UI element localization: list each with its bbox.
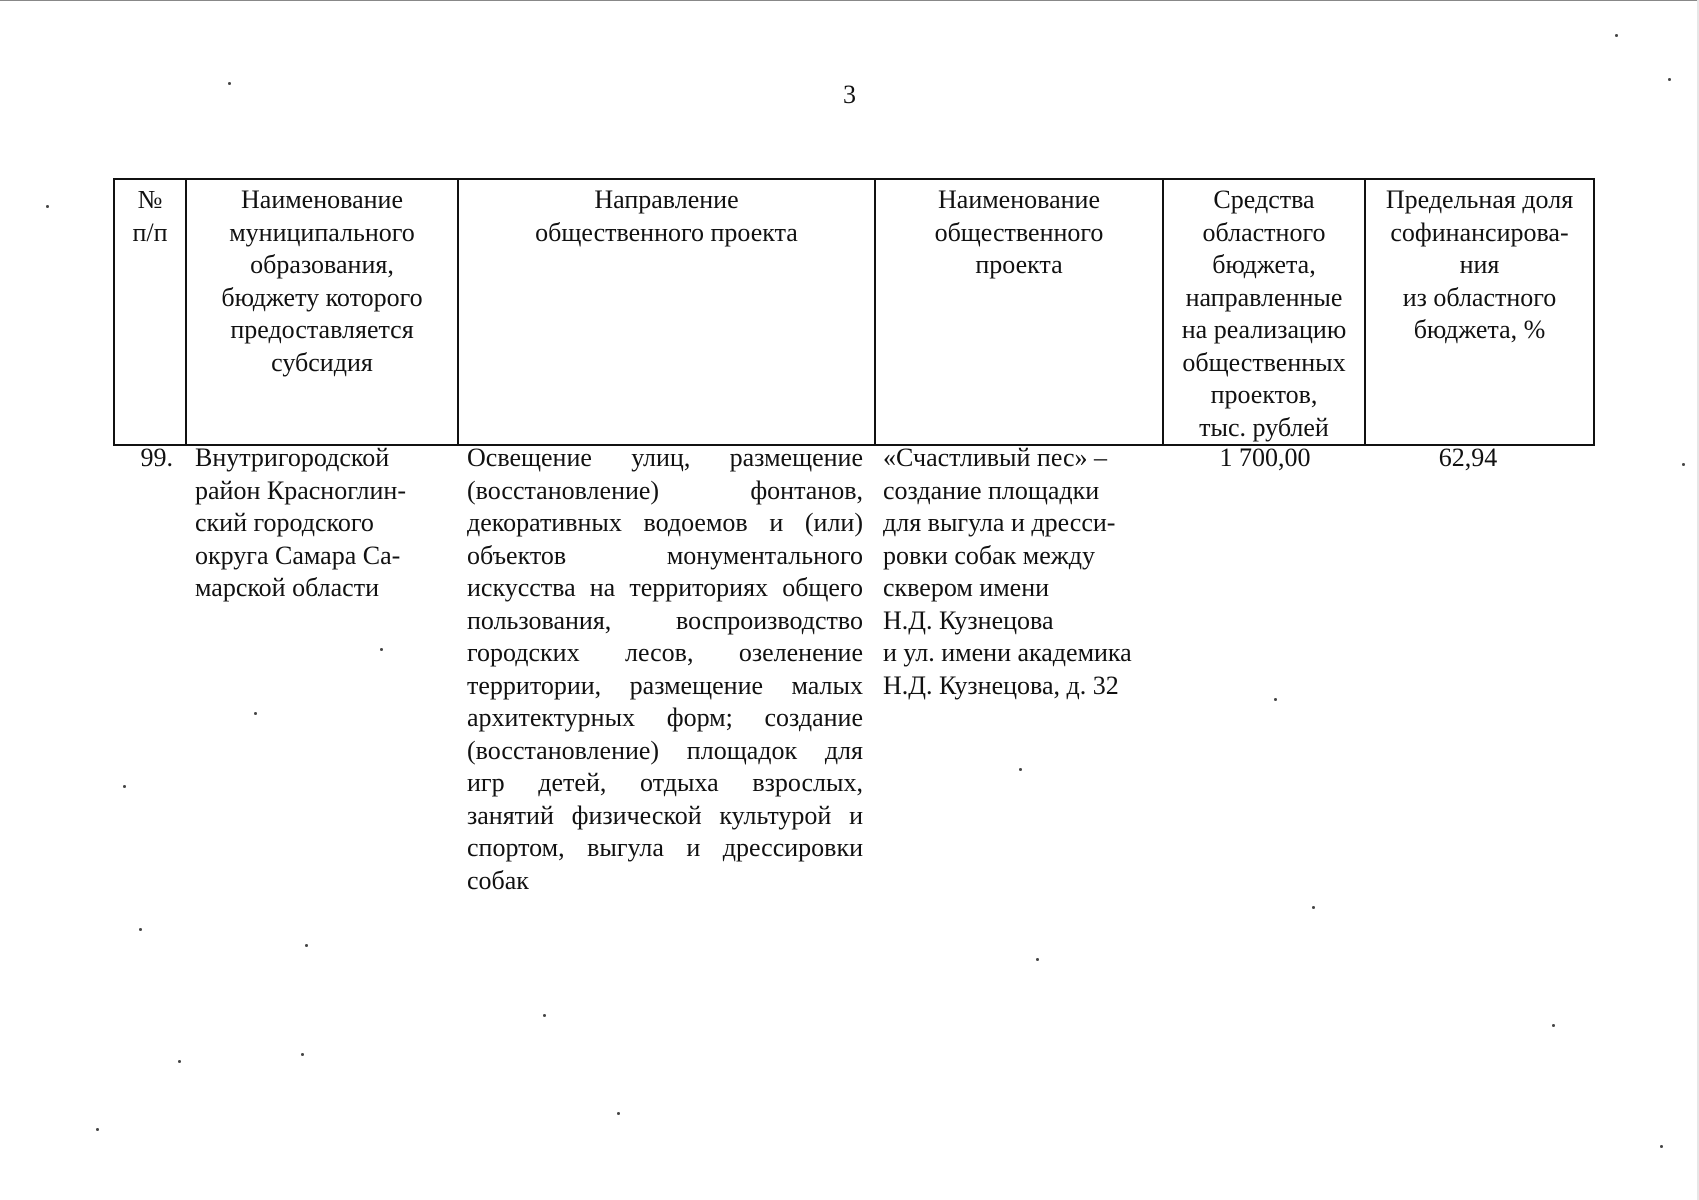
- scan-speck: [228, 82, 231, 85]
- scan-speck: [178, 1060, 181, 1063]
- scan-speck: [1019, 768, 1022, 771]
- scan-speck: [617, 1112, 620, 1115]
- scan-speck: [46, 205, 49, 208]
- scan-speck: [1036, 958, 1039, 961]
- row-municipality: Внутригородской район Красноглин- ский городского округа Самара Са- марской области: [195, 443, 407, 602]
- header-municipality: Наименование муниципального образования, бюджету которого предоставляется субсидия: [186, 179, 458, 445]
- scan-speck: [1274, 698, 1277, 701]
- scan-speck: [96, 1128, 99, 1131]
- scan-edge-top: [0, 0, 1699, 1]
- page-number: 3: [843, 80, 856, 109]
- row-project-name: «Счастливый пес» – создание площадки для выгула и дресси- ровки собак между сквером имени Н.Д. Кузнецова и ул. имени академика Н.Д. Кузнецова, д. 32: [883, 443, 1132, 700]
- scan-speck: [1668, 78, 1671, 81]
- scan-speck: [1552, 1024, 1555, 1027]
- table-row: [113, 442, 1593, 902]
- row-funds: 1 700,00: [1219, 443, 1311, 472]
- scan-speck: [254, 712, 257, 715]
- header-project-name: Наименование общественного проекта: [875, 179, 1163, 445]
- scan-speck: [139, 928, 142, 931]
- row-direction: Освещение улиц, размещение (восстановление) фонтанов, декоративных водоемов и (или) объектов монументального искусства на территориях общего пользования, воспроизводство городских лесов, озеленение территории, размещение малых архитектурных форм; создание (восстановление) площадок для игр детей, отдыха взрослых, занятий физической культурой и спортом, выгула и дрессировки собак: [467, 443, 863, 895]
- scan-speck: [380, 648, 383, 651]
- scan-speck: [301, 1053, 304, 1056]
- table-header: [113, 178, 1595, 446]
- header-direction: Направление общественного проекта: [458, 179, 875, 445]
- scan-speck: [543, 1014, 546, 1017]
- scan-speck: [123, 785, 126, 788]
- scan-speck: [305, 944, 308, 947]
- header-share: Предельная доля софинансирова- ния из областного бюджета, %: [1365, 179, 1594, 445]
- scan-speck: [1615, 34, 1618, 37]
- scan-speck: [1312, 906, 1315, 909]
- row-number: 99.: [140, 443, 173, 472]
- row-share: 62,94: [1438, 443, 1498, 472]
- header-row: [114, 179, 1594, 445]
- scan-speck: [1682, 463, 1685, 466]
- header-number: № п/п: [114, 179, 186, 445]
- header-funds: Средства областного бюджета, направленные на реализацию общественных проектов, тыс. рублей: [1163, 179, 1365, 445]
- scan-speck: [1660, 1145, 1663, 1148]
